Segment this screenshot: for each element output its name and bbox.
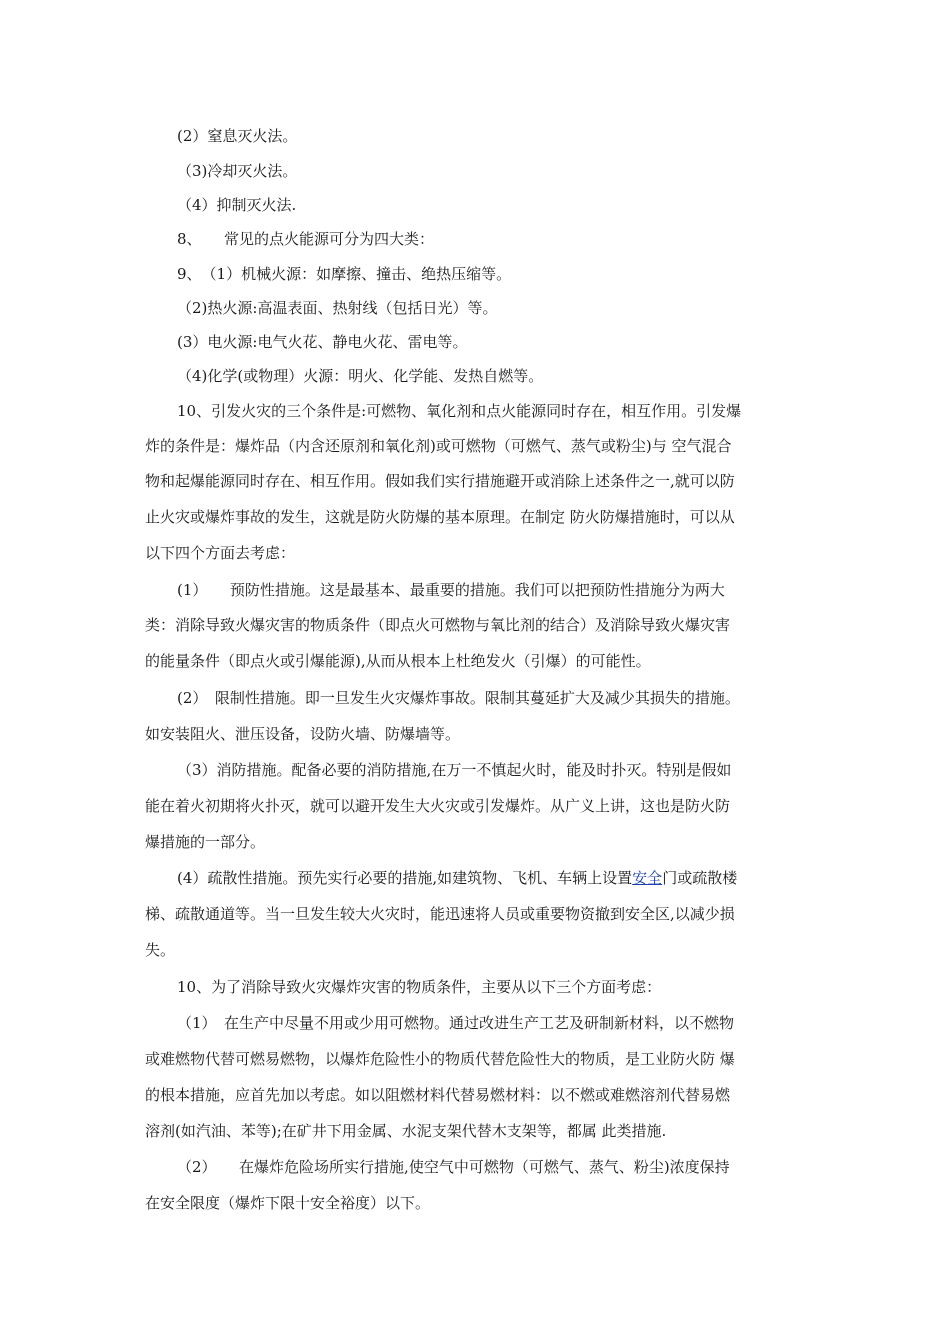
- text-line: （3)冷却灭火法。: [177, 162, 298, 180]
- text-line: 物和起爆能源同时存在、相互作用。假如我们实行措施避开或消除上述条件之一,就可以防: [145, 472, 735, 490]
- text-line: 的能量条件（即点火或引爆能源),从而从根本上杜绝发火（引爆）的可能性。: [145, 652, 651, 670]
- text-line: 在安全限度（爆炸下限十安全裕度）以下。: [145, 1194, 431, 1212]
- text-line: 溶剂(如汽油、苯等);在矿井下用金属、水泥支架代替木支架等，都属 此类措施.: [145, 1122, 667, 1140]
- text-line: 能在着火初期将火扑灭，就可以避开发生大火灾或引发爆炸。从广义上讲，这也是防火防: [145, 797, 731, 815]
- text-line: 以下四个方面去考虑：: [145, 544, 296, 562]
- safety-link[interactable]: 安全: [632, 869, 663, 887]
- text-line: 梯、疏散通道等。当一旦发生较大火灾时，能迅速将人员或重要物资撤到安全区,以减少损: [145, 905, 735, 923]
- text-line: 止火灾或爆炸事故的发生，这就是防火防爆的基本原理。在制定 防火防爆措施时，可以从: [145, 508, 735, 526]
- text-line: 10、为了消除导致火灾爆炸灾害的物质条件，主要从以下三个方面考虑：: [177, 978, 662, 996]
- text-line: (3）电火源:电气火花、静电火花、雷电等。: [177, 333, 468, 351]
- text-line: （4）抑制灭火法.: [177, 196, 297, 214]
- text-line: 如安装阻火、泄压设备，设防火墙、防爆墙等。: [145, 725, 461, 743]
- text-line: 失。: [145, 941, 176, 959]
- text-line: 8、 常见的点火能源可分为四大类：: [177, 230, 435, 248]
- text-line: 10、引发火灾的三个条件是:可燃物、氧化剂和点火能源同时存在，相互作用。引发爆: [177, 402, 742, 420]
- text-line: 或难燃物代替可燃易燃物，以爆炸危险性小的物质代替危险性大的物质，是工业防火防 爆: [145, 1050, 735, 1068]
- text-line: （2)热火源:高温表面、热射线（包括日光）等。: [177, 299, 498, 317]
- text-line-with-link: [177, 868, 737, 888]
- text-line: 的根本措施，应首先加以考虑。如以阻燃材料代替易燃材料：以不燃或难燃溶剂代替易燃: [145, 1086, 731, 1104]
- text-line: （1） 在生产中尽量不用或少用可燃物。通过改进生产工艺及研制新材料，以不燃物: [177, 1014, 735, 1032]
- text-line: （2） 在爆炸危险场所实行措施,使空气中可燃物（可燃气、蒸气、粉尘)浓度保持: [177, 1158, 730, 1176]
- text-line: (2） 限制性措施。即一旦发生火灾爆炸事故。限制其蔓延扩大及减少其损失的措施。: [177, 689, 740, 707]
- text-segment: (4）疏散性措施。预先实行必要的措施,如建筑物、飞机、车辆上设置: [177, 869, 633, 887]
- text-line: （3）消防措施。配备必要的消防措施,在万一不慎起火时，能及时扑灭。特别是假如: [177, 761, 732, 779]
- text-line: （4)化学(或物理）火源：明火、化学能、发热自燃等。: [177, 367, 544, 385]
- text-line: (2）窒息灭火法。: [177, 127, 298, 145]
- text-segment: 门或疏散楼: [662, 869, 738, 887]
- text-line: 9、 （1）机械火源：如摩擦、撞击、绝热压缩等。: [177, 265, 512, 283]
- text-line: 爆措施的一部分。: [145, 833, 266, 851]
- text-line: (1） 预防性措施。这是最基本、最重要的措施。我们可以把预防性措施分为两大: [177, 581, 725, 599]
- text-line: 炸的条件是：爆炸品（内含还原剂和氧化剂)或可燃物（可燃气、蒸气或粉尘)与 空气混合: [145, 437, 732, 455]
- text-line: 类：消除导致火爆灾害的物质条件（即点火可燃物与氧比剂的结合）及消除导致火爆灾害: [145, 616, 731, 634]
